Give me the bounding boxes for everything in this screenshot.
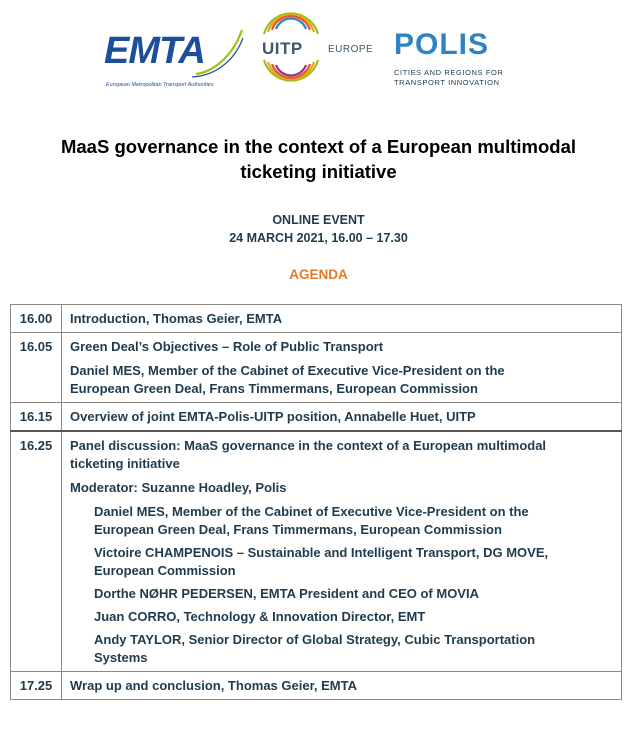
agenda-description [62,403,622,432]
event-info [0,211,637,247]
emta-logo-subtitle: European Metropolitan Transport Authorities [106,82,214,88]
uitp-region-text: EUROPE [328,44,374,55]
panelist-entry [94,608,613,626]
polis-logo-text: POLIS [394,28,490,61]
agenda-time: 16.25 [11,431,62,672]
agenda-description [62,431,622,672]
agenda-item-text: Overview of joint EMTA-Polis-UITP position, Annabelle Huet, UITP [70,409,476,424]
agenda-time: 16.05 [11,333,62,403]
agenda-item-text: Introduction, Thomas Geier, EMTA [70,311,283,326]
title-line-1: MaaS governance in the context of a European multimodal [60,136,576,157]
agenda-row [11,305,622,333]
panelist-text: Victoire CHAMPENOIS – Sustainable and Intelligent Transport, DG MOVE, [94,545,549,560]
agenda-row [11,403,622,432]
agenda-description [62,672,622,700]
agenda-item-text: Green Deal’s Objectives – Role of Public Transport [70,339,384,354]
panelist-entry [94,631,613,667]
event-datetime: 24 MARCH 2021, 16.00 – 17.30 [229,231,408,245]
uitp-logo [258,12,374,94]
panel-moderator: Moderator: Suzanne Hoadley, Polis [70,480,287,495]
panelist-text: Juan CORRO, Technology & Innovation Director, EMT [94,609,426,624]
panelist-entry [94,503,613,539]
agenda-time: 16.15 [11,403,62,432]
polis-logo [394,28,524,92]
agenda-row [11,672,622,700]
panelist-text: Dorthe NØHR PEDERSEN, EMTA President and CEO of MOVIA [94,586,479,601]
agenda-time: 17.25 [11,672,62,700]
panelist-entry [94,544,613,580]
panelist-text: Andy TAYLOR, Senior Director of Global Strategy, Cubic Transportation [94,632,536,647]
uitp-logo-text: UITP [262,39,303,58]
agenda-description [62,333,622,403]
agenda-item-text: Daniel MES, Member of the Cabinet of Executive Vice-President on the [70,363,505,378]
panelist-text: European Green Deal, Frans Timmermans, European Commission [94,522,502,537]
agenda-item-text: European Green Deal, Frans Timmermans, European Commission [70,381,478,396]
emta-swoosh-icon [192,28,244,78]
agenda-item-text: Wrap up and conclusion, Thomas Geier, EMTA [70,678,358,693]
panelist-text: Daniel MES, Member of the Cabinet of Executive Vice-President on the [94,504,529,519]
agenda-table [10,304,622,700]
agenda-row [11,431,622,672]
polis-tagline-line-1: CITIES AND REGIONS FOR [394,68,504,77]
panel-title-text: Panel discussion: MaaS governance in the context of a European multimodal [70,438,547,453]
agenda-description [62,305,622,333]
panelist-text: Systems [94,650,148,665]
panel-title-text: ticketing initiative [70,456,180,471]
title-line-2: ticketing initiative [240,161,397,182]
agenda-time: 16.00 [11,305,62,333]
agenda-row [11,333,622,403]
polis-tagline-line-2: TRANSPORT INNOVATION [394,78,500,87]
event-type: ONLINE EVENT [272,213,365,227]
agenda-heading: AGENDA [289,267,348,282]
page-title [0,134,637,184]
emta-logo-text: EMTA [104,30,205,72]
panelist-entry [94,585,613,603]
emta-logo [104,28,244,100]
panelist-text: European Commission [94,563,236,578]
logo-bar [0,8,637,104]
